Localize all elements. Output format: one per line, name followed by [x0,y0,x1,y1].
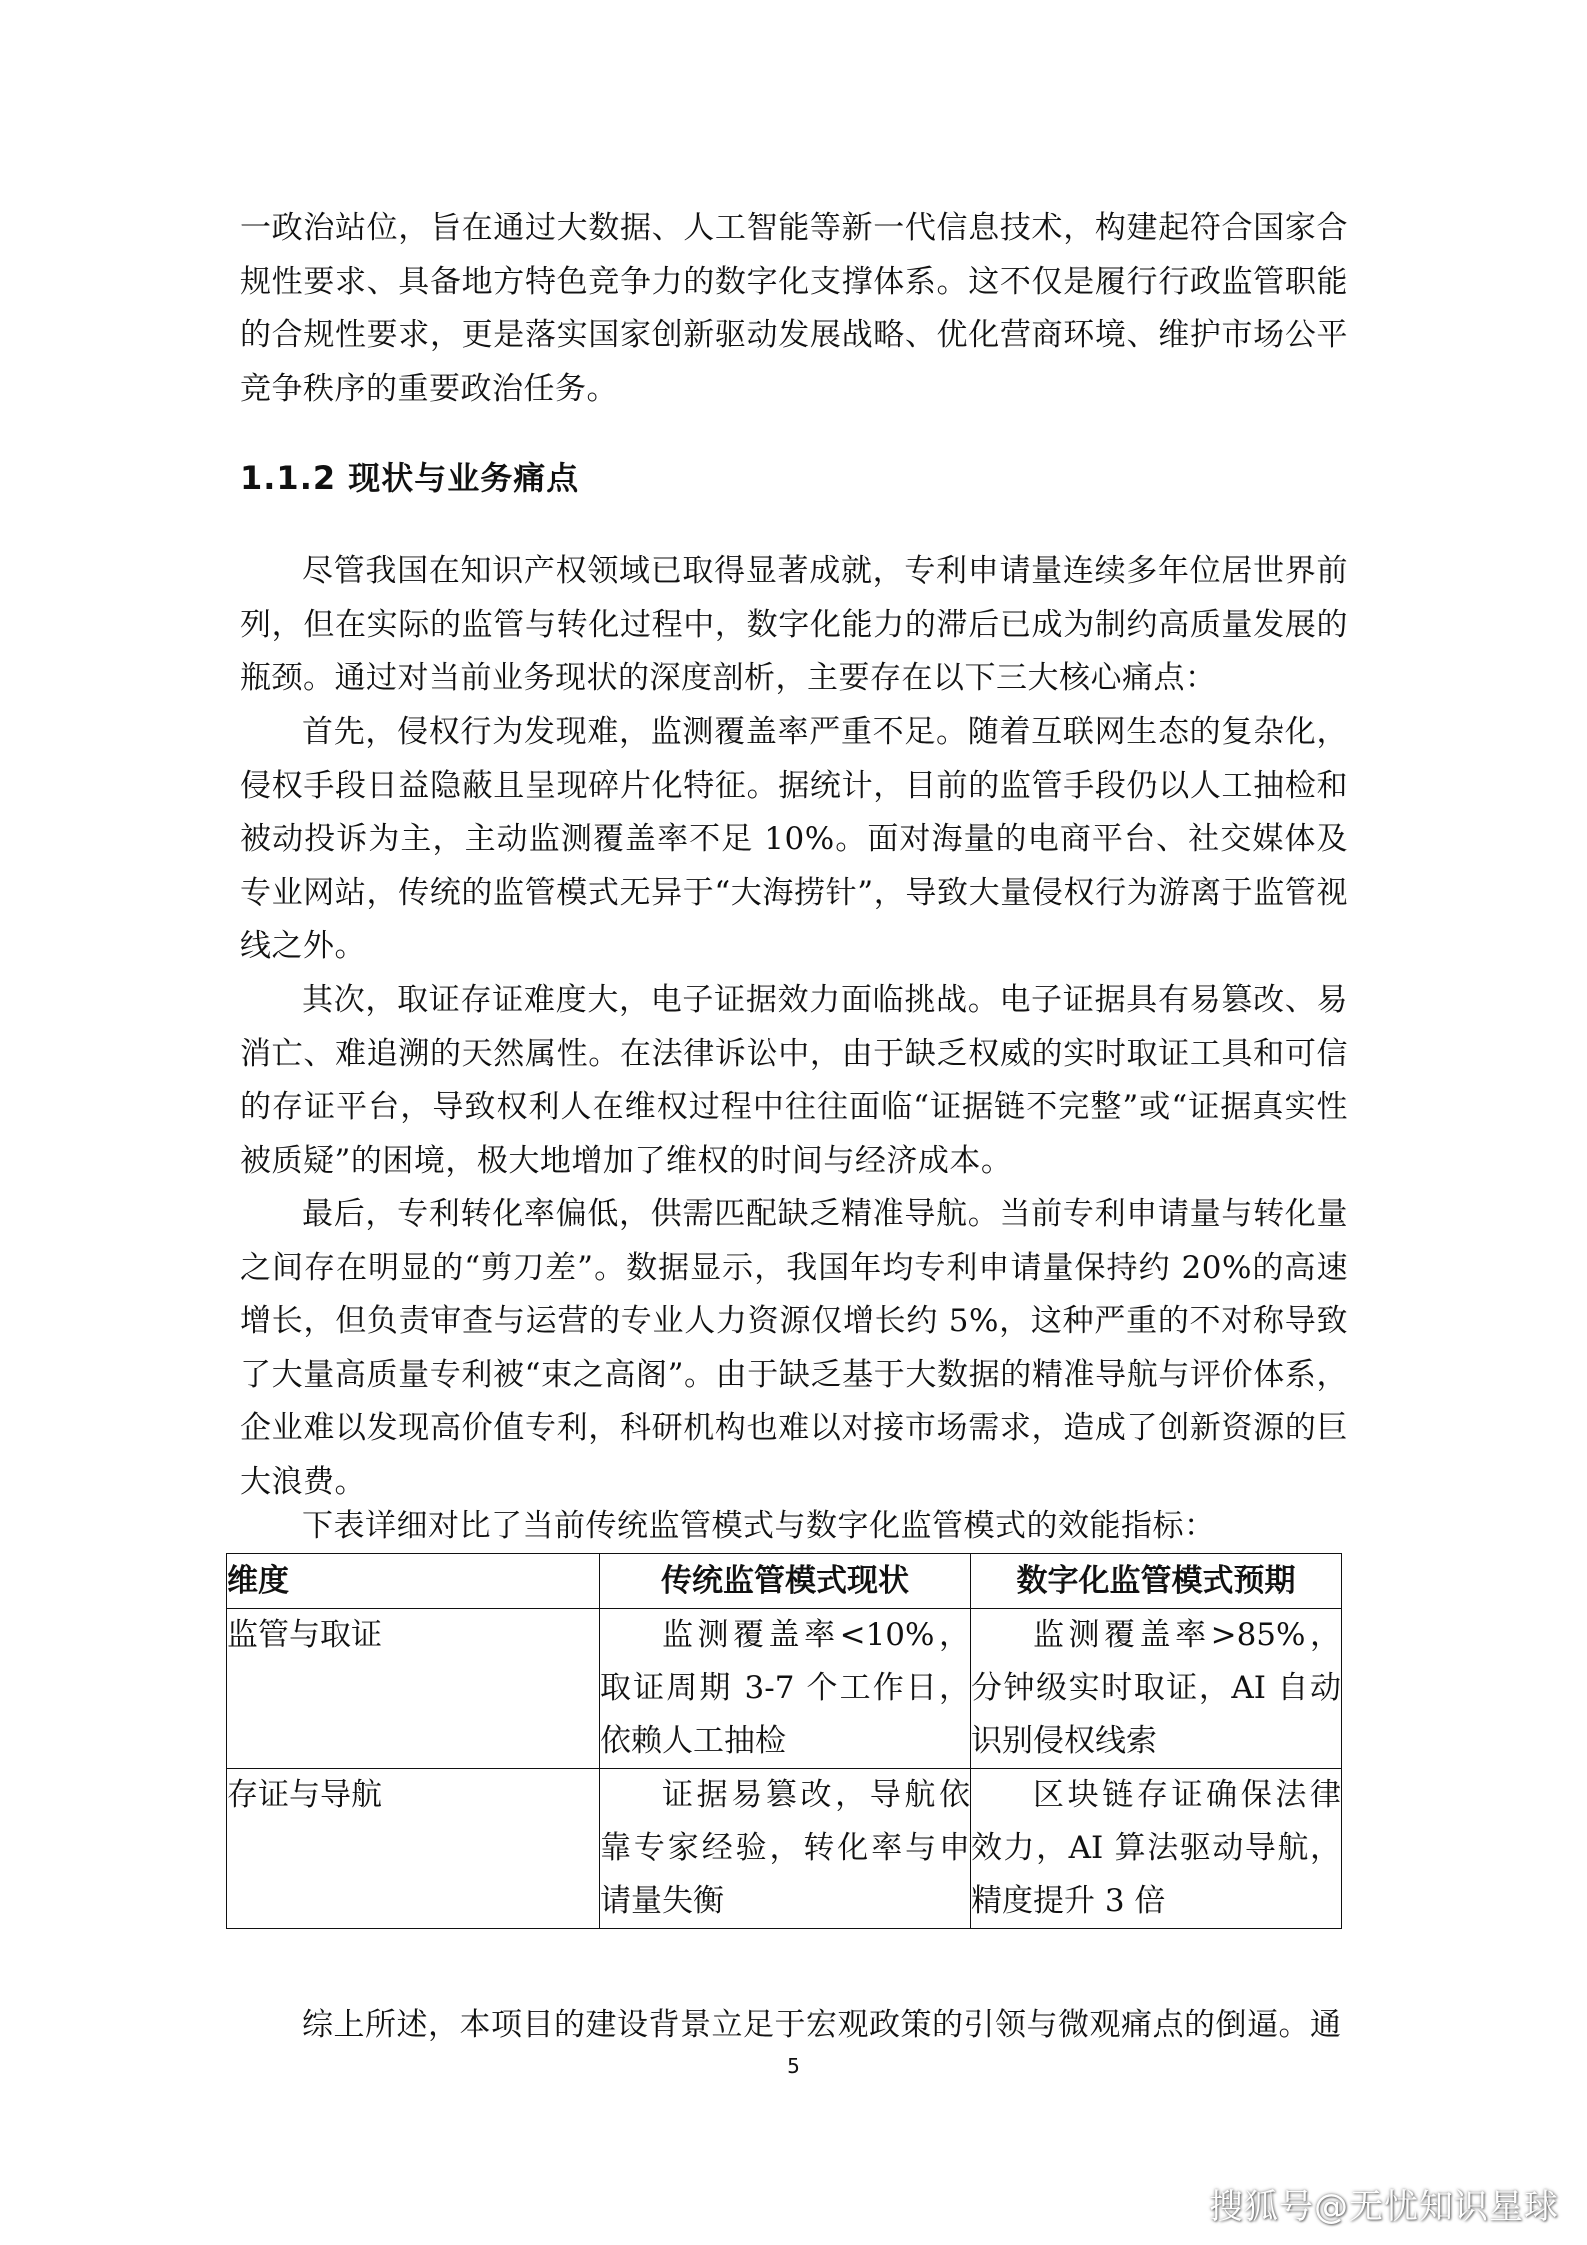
table-header-cell: 数字化监管模式预期 [971,1554,1342,1609]
table-header-row [227,1554,1342,1609]
comparison-table [226,1553,1342,1929]
table-header-cell: 传统监管模式现状 [600,1554,971,1609]
table-cell-digital: 区块链存证确保法律效力，AI 算法驱动导航，精度提升 3 倍 [971,1769,1342,1929]
table-row [227,1609,1342,1769]
page-number: 5 [787,2054,800,2078]
paragraph-pain-point-1: 首先，侵权行为发现难，监测覆盖率严重不足。随着互联网生态的复杂化，侵权手段日益隐蔽且呈现碎片化特征。据统计，目前的监管手段仍以人工抽检和被动投诉为主，主动监测覆盖率不足 10%。面对海量的电商平台、社交媒体及专业网站，传统的监管模式无异于“大海捞针”，导致大量侵权行为游离于监管视线之外。 [240,714,1348,964]
paragraph-summary: 综上所述，本项目的建设背景立足于宏观政策的引领与微观痛点的倒逼。通 [302,2007,1342,2043]
table-cell-traditional: 证据易篡改，导航依靠专家经验，转化率与申请量失衡 [600,1769,971,1929]
section-heading: 1.1.2 现状与业务痛点 [240,459,580,497]
table-cell-dimension: 监管与取证 [227,1609,600,1769]
table-row [227,1769,1342,1929]
table-cell-digital: 监测覆盖率>85%，分钟级实时取证，AI 自动识别侵权线索 [971,1609,1342,1769]
table-cell-traditional: 监测覆盖率<10%，取证周期 3-7 个工作日，依赖人工抽检 [600,1609,971,1769]
paragraph-pain-point-3: 最后，专利转化率偏低，供需匹配缺乏精准导航。当前专利申请量与转化量之间存在明显的“剪刀差”。数据显示，我国年均专利申请量保持约 20%的高速增长，但负责审查与运营的专业人力资源仅增长约 5%，这种严重的不对称导致了大量高质量专利被“束之高阁”。由于缺乏基于大数据的精准导航与评价体系，企业难以发现高价值专利，科研机构也难以对接市场需求，造成了创新资源的巨大浪费。 [240,1196,1348,1500]
paragraph-intro-continued: 一政治站位，旨在通过大数据、人工智能等新一代信息技术，构建起符合国家合规性要求、具备地方特色竞争力的数字化支撑体系。这不仅是履行行政监管职能的合规性要求，更是落实国家创新驱动发展战略、优化营商环境、维护市场公平竞争秩序的重要政治任务。 [240,210,1348,407]
table-header-cell: 维度 [227,1554,600,1609]
watermark: 搜狐号@无忧知识星球 [1209,2187,1559,2227]
table-cell-dimension: 存证与导航 [227,1769,600,1929]
paragraph-table-intro: 下表详细对比了当前传统监管模式与数字化监管模式的效能指标： [302,1508,1216,1544]
paragraph-current-status: 尽管我国在知识产权领域已取得显著成就，专利申请量连续多年位居世界前列，但在实际的监管与转化过程中，数字化能力的滞后已成为制约高质量发展的瓶颈。通过对当前业务现状的深度剖析，主要存在以下三大核心痛点： [240,553,1348,696]
paragraph-pain-point-2: 其次，取证存证难度大，电子证据效力面临挑战。电子证据具有易篡改、易消亡、难追溯的天然属性。在法律诉讼中，由于缺乏权威的实时取证工具和可信的存证平台，导致权利人在维权过程中往往面临“证据链不完整”或“证据真实性被质疑”的困境，极大地增加了维权的时间与经济成本。 [240,982,1348,1179]
